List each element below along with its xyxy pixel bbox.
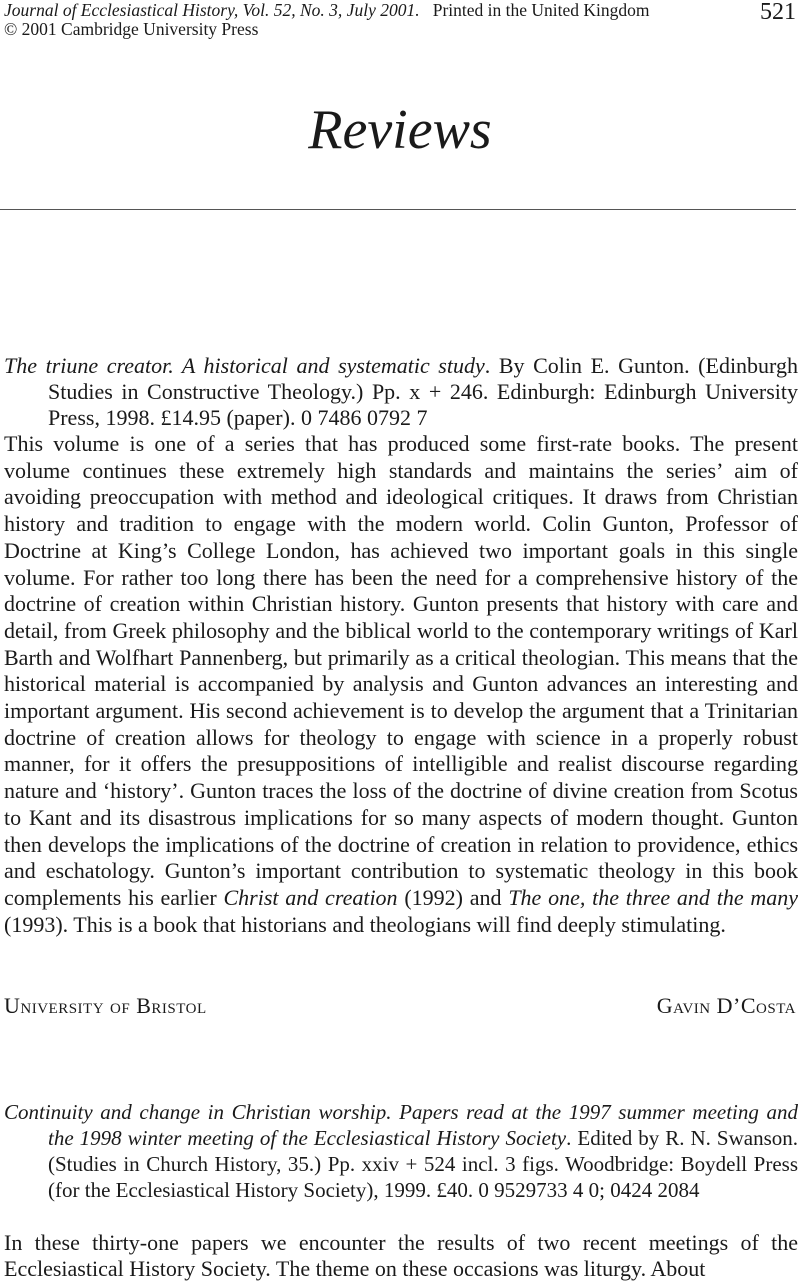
reviewer-name: Gavin D’Costa [656, 993, 796, 1018]
review1-book-title: The triune creator. A historical and systematic study [4, 353, 485, 378]
review2-citation-details: . Edited by R. N. Swanson. (Studies in Church History, 35.) Pp. xxiv + 524 incl. 3 figs. Woodbridge: Boydell Press (for the Ecclesiastical History Society), 1999. £40. 0 9529733 4 0; 0424 2084 [48, 1126, 798, 1202]
review1-body-text-3: (1993). This is a book that historians and theologians will find deeply stimulating. [4, 911, 726, 937]
page-number: 521 [760, 0, 796, 25]
title-divider [0, 209, 796, 210]
reviewer-affiliation: University of Bristol [4, 993, 207, 1018]
review2-citation [4, 1099, 798, 1203]
printed-note: Printed in the United Kingdom [432, 0, 650, 20]
copyright-line: © 2001 Cambridge University Press [4, 19, 259, 39]
journal-line: Journal of Ecclesiastical History, Vol. 52, No. 3, July 2001. [4, 0, 420, 20]
review2-book-title: Continuity and change in Christian worship. Papers read at the 1997 summer meeting and the 1998 winter meeting of the Ecclesiastical History Society [4, 1100, 798, 1150]
ref-title-the-one: The one, the three and the many [508, 884, 799, 910]
ref-title-christ-and-creation: Christ and creation [223, 884, 398, 910]
review2-body: In these thirty-one papers we encounter the results of two recent meetings of the Ecclesiastical History Society. The theme on these occasions was liturgy. About [4, 1230, 798, 1281]
running-header [4, 0, 650, 20]
review1-body [4, 431, 798, 938]
review1-body-text: This volume is one of a series that has produced some first-rate books. The present volume continues these extremely high standards and maintains the series’ aim of avoiding preoccupation with method and ideological critiques. It draws from Christian history and tradition to engage with the modern world. Colin Gunton, Professor of Doctrine at King’s College London, has achieved two important goals in this single volume. For rather too long there has been the need for a comprehensive history of the doctrine of creation within Christian history. Gunton presents that history with care and detail, from Greek philosophy and the biblical world to the contemporary writings of Karl Barth and Wolfhart Pannenberg, but primarily as a critical theologian. This means that the historical material is accompanied by analysis and Gunton advances an interesting and important argument. His second achievement is to develop the argument that a Trinitarian doctrine of creation allows for theology to engage with science in a properly robust manner, for it offers the presuppositions of intelligible and realist discourse regarding nature and ‘history’. Gunton traces the loss of the doctrine of divine creation from Scotus to Kant and its disastrous implications for so many aspects of modern thought. Gunton then develops the implications of the doctrine of creation in relation to providence, ethics and eschatology. Gunton’s important contribution to systematic theology in this book complements his earlier [4, 431, 798, 910]
review1-citation [4, 353, 798, 431]
review1-body-text-2: (1992) and [397, 884, 509, 910]
section-title: Reviews [308, 99, 492, 161]
review1-citation-details: . By Colin E. Gunton. (Edinburgh Studies in Constructive Theology.) Pp. x + 246. Edinburgh: Edinburgh University Press, 1998. £14.95 (paper). 0 7486 0792 7 [48, 353, 798, 430]
